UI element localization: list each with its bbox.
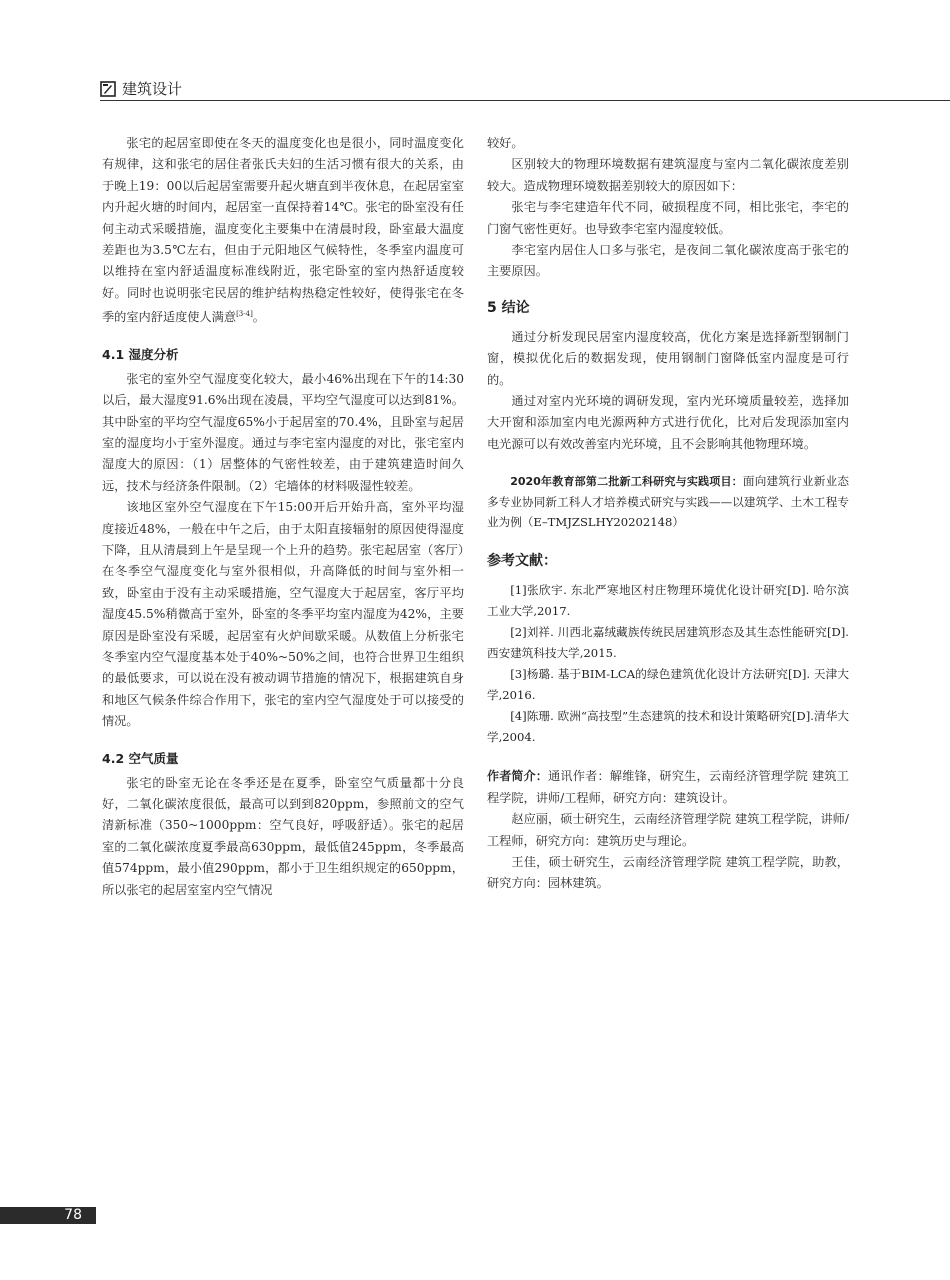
funding-label: 2020年教育部第二批新工科研究与实践项目： bbox=[510, 475, 743, 489]
continued-text: 较好。 bbox=[487, 136, 524, 150]
reference-item: [4]陈珊. 欧洲“高技型”生态建筑的技术和设计策略研究[D].清华大学,2004. bbox=[487, 709, 849, 745]
journal-logo-icon bbox=[100, 81, 116, 97]
author-bios bbox=[487, 766, 849, 894]
intro-paragraph: 张宅的起居室即使在冬天的温度变化也是很小，同时温度变化有规律，这和张宅的居住者张氏夫妇的生活习惯有很大的关系，由于晚上19：00以后起居室需要升起火塘直到半夜休息，在起居室室内升起火塘的时间内，起居室一直保持着14℃。张宅的卧室没有任何主动式采暖措施，温度变化主要集中在清晨时段，卧室最大温度差距也为3.5℃左右，但由于元阳地区气候特性，冬季室内温度可以维持在室内舒适温度标准线附近，张宅卧室的室内热舒适度较好。同时也说明张宅民居的维护结构热稳定性较好，使得张宅在冬季的室内舒适度使人满意[3-4]。 bbox=[102, 136, 464, 325]
funding-note bbox=[487, 471, 849, 532]
reason-paragraph-2: 李宅室内居住人口多与张宅，是夜间二氧化碳浓度高于张宅的主要原因。 bbox=[487, 243, 849, 279]
air-quality-paragraph: 张宅的卧室无论在冬季还是在夏季，卧室空气质量都十分良好，二氧化碳浓度很低，最高可以到到820ppm，参照前文的空气清新标准（350~1000ppm：空气良好，呼吸舒适）。张宅的起居室的二氧化碳浓度夏季最高630ppm，最低值245ppm，冬季最高值574ppm，最小值290ppm，都小于卫生组织规定的650ppm，所以张宅的起居室室内空气情况 bbox=[102, 775, 464, 897]
page-number: 78 bbox=[0, 1207, 96, 1224]
header-divider bbox=[100, 100, 950, 101]
reason-paragraph-1: 张宅与李宅建造年代不同，破损程度不同，相比张宅，李宅的门窗气密性更好。也导致李宅室内湿度较低。 bbox=[487, 200, 849, 236]
difference-paragraph: 区别较大的物理环境数据有建筑湿度与室内二氧化碳浓度差别较大。造成物理环境数据差别较大的原因如下： bbox=[487, 157, 849, 193]
author-bio: 赵应丽，硕士研究生，云南经济管理学院 建筑工程学院，讲师/工程师，研究方向：建筑历史与理论。 bbox=[487, 812, 849, 848]
author-bio: 王佳，硕士研究生，云南经济管理学院 建筑工程学院，助教，研究方向：园林建筑。 bbox=[487, 854, 849, 891]
author-bio: 作者简介：通讯作者：解维锋，研究生，云南经济管理学院 建筑工程学院，讲师/工程师，研究方向：建筑设计。 bbox=[487, 769, 849, 805]
heading-air-quality: 4.2 空气质量 bbox=[102, 750, 179, 766]
reference-item: [1]张欣宇. 东北严寒地区村庄物理环境优化设计研究[D]. 哈尔滨工业大学,2017. bbox=[487, 583, 849, 619]
left-column bbox=[102, 133, 464, 901]
reference-item: [3]杨璐. 基于BIM-LCA的绿色建筑优化设计方法研究[D]. 天津大学,2016. bbox=[487, 667, 849, 703]
conclusion-paragraph-2: 通过对室内光环境的调研发现，室内光环境质量较差，选择加大开窗和添加室内电光源两种方式进行优化，比对后发现添加室内电光源可以有效改善室内光环境，且不会影响其他物理环境。 bbox=[487, 394, 849, 451]
section-title: 建筑设计 bbox=[122, 80, 183, 98]
heading-references: 参考文献： bbox=[487, 553, 557, 570]
funding-text: 面向建筑行业新业态多专业协同新工科人才培养模式研究与实践——以建筑学、土木工程专业为例（E–TMJZSLHY20202148） bbox=[487, 474, 849, 530]
humidity-paragraph-2: 该地区室外空气湿度在下午15:00开后开始升高，室外平均湿度接近48%，一般在中午之后，由于太阳直接辐射的原因使得湿度下降，且从清晨到上午是呈现一个上升的趋势。张宅起居室（客厅）在冬季空气湿度变化与室外很相似，升高降低的时间与室外相一致，卧室由于没有主动采暖措施，空气湿度大于起居室，客厅平均湿度45.5%稍微高于室外，卧室的冬季平均室内湿度为42%，主要原因是卧室没有采暖，起居室有火炉间歇采暖。从数值上分析张宅冬季室内空气湿度基本处于40%~50%之间，也符合世界卫生组织的最低要求，可以说在没有被动调节措施的情况下，根据建筑自身和地区气候条件综合作用下，张宅的室内空气湿度处于可以接受的情况。 bbox=[102, 500, 464, 729]
right-column bbox=[487, 133, 849, 895]
page-header bbox=[100, 78, 182, 99]
humidity-paragraph-1: 张宅的室外空气湿度变化较大，最小46%出现在下午的14:30以后，最大湿度91.6%出现在凌晨，平均空气湿度可以达到81%。其中卧室的平均空气湿度65%小于起居室的70.4%，且卧室与起居室的湿度均小于室外湿度。通过与李宅室内湿度的对比，张宅室内湿度大的原因：（1）居整体的气密性较差，由于建筑建造时间久远，技术与经济条件限制。（2）宅墙体的材料吸湿性较差。 bbox=[102, 371, 464, 493]
conclusion-paragraph-1: 通过分析发现民居室内湿度较高，优化方案是选择新型钢制门窗，模拟优化后的数据发现，使用钢制门窗降低室内湿度是可行的。 bbox=[487, 329, 849, 387]
reference-item: [2]刘祥. 川西北嘉绒藏族传统民居建筑形态及其生态性能研究[D].西安建筑科技大学,2015. bbox=[487, 625, 849, 661]
heading-conclusion: 5 结论 bbox=[487, 299, 530, 316]
citation: [3-4] bbox=[236, 310, 253, 319]
authors-label: 作者简介： bbox=[487, 769, 548, 784]
heading-humidity-analysis: 4.1 湿度分析 bbox=[102, 346, 179, 362]
